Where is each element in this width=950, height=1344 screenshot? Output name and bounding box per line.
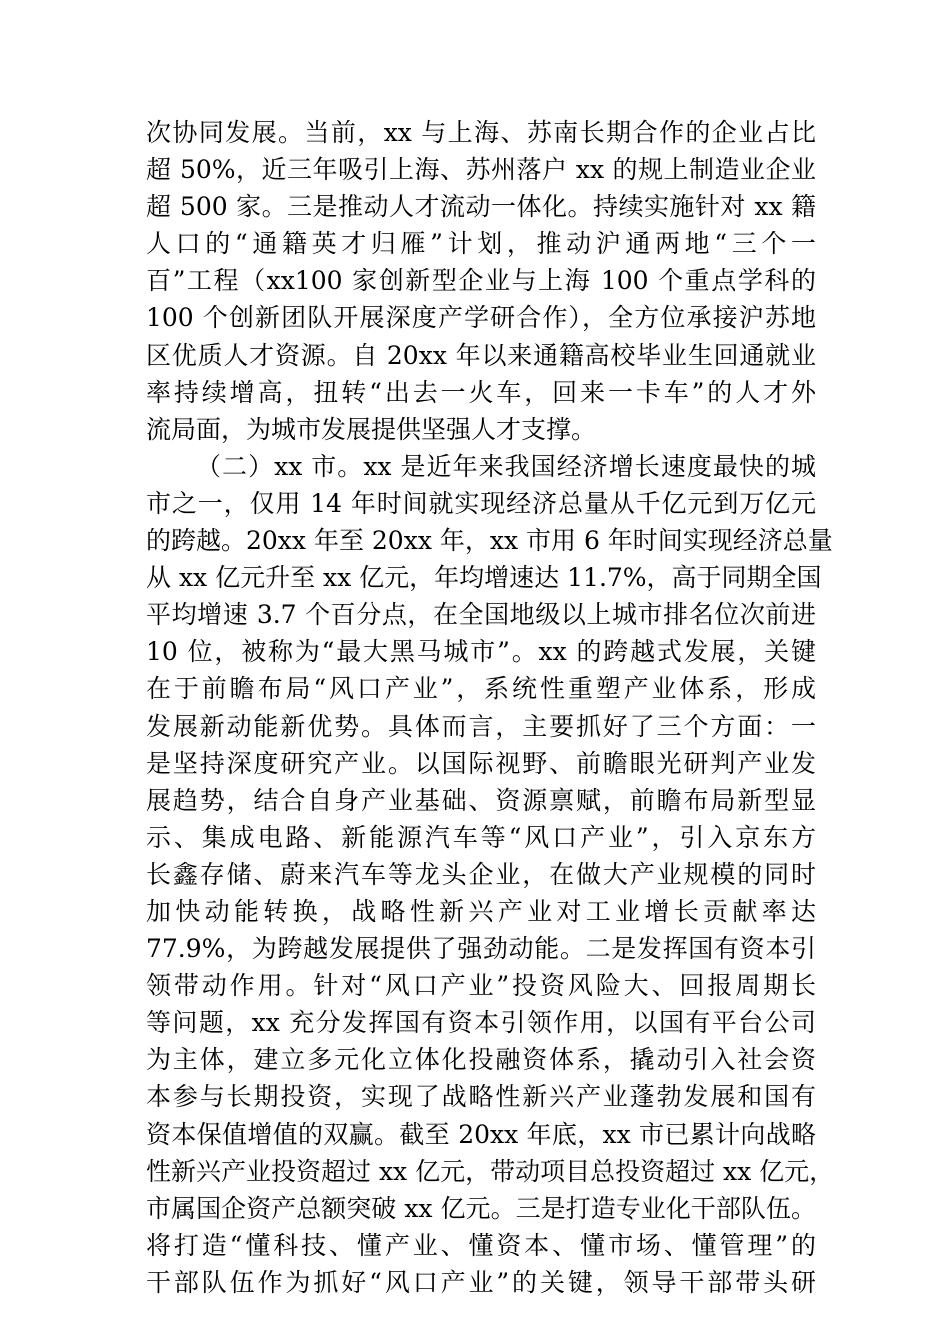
text-line: 流局面，为城市发展提供坚强人才支撑。 [146,414,597,444]
text-line: 区优质人才资源。自 20xx 年以来通籍高校毕业生回通就业 [146,340,816,370]
text-line: 是坚持深度研究产业。以国际视野、前瞻眼光研判产业发 [146,748,816,778]
text-line: 展趋势，结合自身产业基础、资源禀赋，前瞻布局新型显 [146,785,816,815]
text-line: 超 500 家。三是推动人才流动一体化。持续实施针对 xx 籍 [146,192,816,222]
text-line: 次协同发展。当前，xx 与上海、苏南长期合作的企业占比 [146,118,816,147]
text-line: 资本保值增值的双赢。截至 20xx 年底，xx 市已累计向战略 [146,1119,816,1149]
text-line: 发展新动能新优势。具体而言，主要抓好了三个方面：一 [146,711,816,741]
text-line: 10 位，被称为“最大黑马城市”。xx 的跨越式发展，关键 [146,637,816,667]
text-line: 在于前瞻布局“风口产业”，系统性重塑产业体系，形成 [146,674,816,704]
text-line: 示、集成电路、新能源汽车等“风口产业”，引入京东方 [146,822,816,852]
text-line: 干部队伍作为抓好“风口产业”的关键，领导干部带头研 [146,1267,816,1297]
text-line: 市属国企资产总额突破 xx 亿元。三是打造专业化干部队伍。 [146,1193,816,1223]
text-line: 率持续增高，扭转“出去一火车，回来一卡车”的人才外 [146,377,816,407]
text-line: 长鑫存储、蔚来汽车等龙头企业，在做大产业规模的同时 [146,859,816,889]
text-line: 超 50%，近三年吸引上海、苏州落户 xx 的规上制造业企业 [146,155,816,185]
text-line: 100 个创新团队开展深度产学研合作），全方位承接沪苏地 [146,303,816,333]
document-body [146,114,835,1301]
text-line: 领带动作用。针对“风口产业”投资风险大、回报周期长 [146,971,816,1001]
text-line: 的跨越。20xx 年至 20xx 年，xx 市用 6 年时间实现经济总量 [146,526,833,556]
text-line: 77.9%，为跨越发展提供了强劲动能。二是发挥国有资本引 [146,934,816,964]
section-heading-line: （二）xx 市。xx 是近年来我国经济增长速度最快的城 [196,451,816,481]
text-line: 性新兴产业投资超过 xx 亿元，带动项目总投资超过 xx 亿元， [146,1156,835,1186]
text-line: 为主体，建立多元化立体化投融资体系，撬动引入社会资 [146,1045,816,1075]
text-line: 本参与长期投资，实现了战略性新兴产业蓬勃发展和国有 [146,1082,816,1112]
text-line: 等问题，xx 充分发挥国有资本引领作用，以国有平台公司 [146,1008,816,1038]
text-line: 加快动能转换，战略性新兴产业对工业增长贡献率达 [146,896,816,926]
text-line: 人口的“通籍英才归雁”计划，推动沪通两地“三个一 [146,229,816,259]
text-line: 市之一，仅用 14 年时间就实现经济总量从千亿元到万亿元 [146,488,816,518]
text-line: 平均增速 3.7 个百分点，在全国地级以上城市排名位次前进 [146,600,816,630]
text-line: 从 xx 亿元升至 xx 亿元，年均增速达 11.7%，高于同期全国 [146,563,822,593]
text-line: 百”工程（xx100 家创新型企业与上海 100 个重点学科的 [146,266,816,296]
text-line: 将打造“懂科技、懂产业、懂资本、懂市场、懂管理”的 [146,1230,816,1260]
